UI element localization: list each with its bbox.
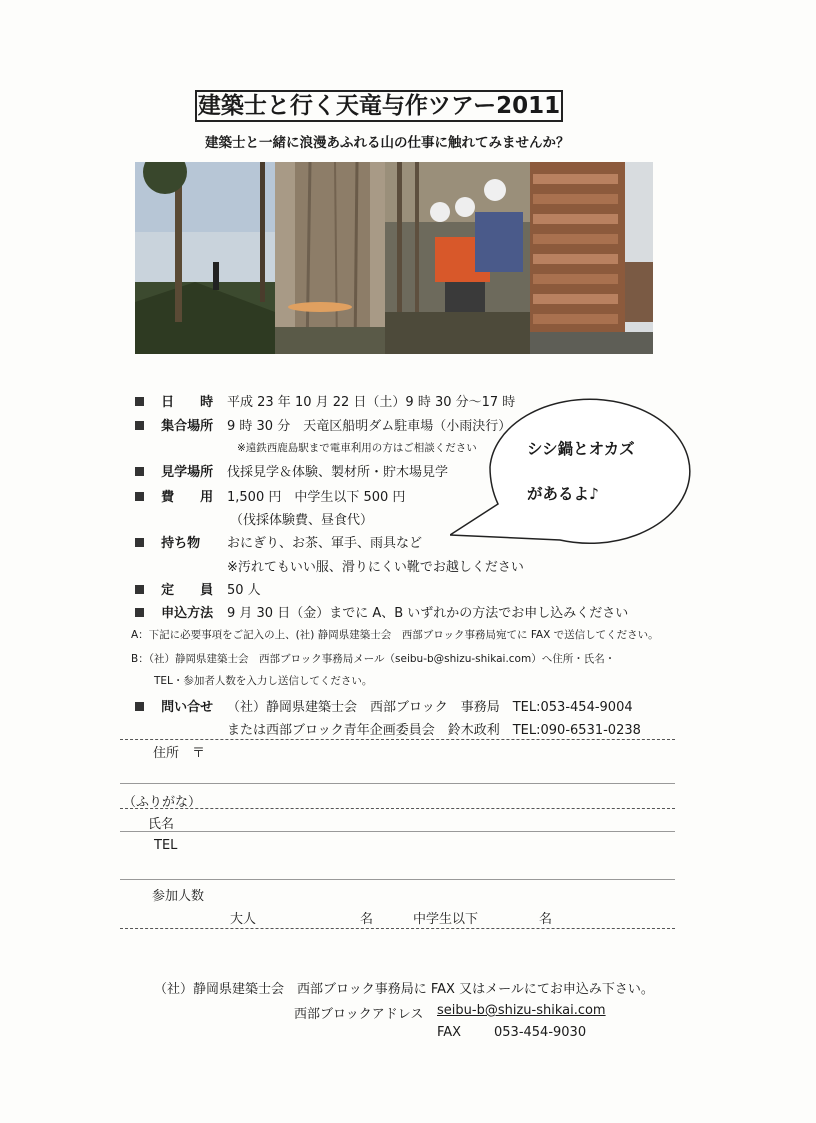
detail-date <box>135 391 516 410</box>
bubble-line-2: があるよ♪ <box>527 485 599 503</box>
detail-fee <box>135 486 406 505</box>
address-label: 住所 〒 <box>153 746 206 761</box>
detail-contact <box>135 696 633 715</box>
bullet-icon <box>135 608 144 617</box>
tel-label: TEL <box>154 838 178 853</box>
adults-label: 大人 <box>230 912 257 927</box>
detail-bring <box>135 532 423 551</box>
bring-note: ※汚れてもいい服、滑りにくい靴でお越しください <box>227 560 524 575</box>
apply-method-b-line2: TEL・参加者人数を入力し送信してください。 <box>154 675 373 687</box>
bring-value: おにぎり、お茶、軍手、雨具など <box>227 536 423 551</box>
bullet-icon <box>135 467 144 476</box>
footer-email[interactable]: seibu-b@shizu-shikai.com <box>437 1003 606 1018</box>
participants-line <box>120 928 675 929</box>
photo-panel-lumber-stacks <box>530 162 653 354</box>
photo-panel-workers <box>385 162 530 354</box>
form-divider <box>120 739 675 740</box>
speech-bubble <box>450 392 700 552</box>
page-title: 建築士と行く天竜与作ツアー2011 <box>195 90 563 122</box>
detail-capacity <box>135 579 261 598</box>
contact-line-1: （社）静岡県建築士会 西部ブロック 事務局 TEL:053-454-9004 <box>227 700 633 715</box>
furigana-line <box>120 808 675 809</box>
footer-fax-number: 053-454-9030 <box>494 1025 587 1040</box>
fee-value: 1,500 円 中学生以下 500 円 <box>227 490 406 505</box>
photo-panel-tree-trunk <box>275 162 385 354</box>
participants-label: 参加人数 <box>152 889 205 904</box>
forestry-photo-collage <box>135 162 653 354</box>
address-line <box>120 783 675 784</box>
furigana-label: （ふりがな） <box>123 795 202 810</box>
meet-value: 9 時 30 分 天竜区船明ダム駐車場（小雨決行） <box>227 419 512 434</box>
bring-label: 持ち物 <box>161 536 201 551</box>
name-label: 氏名 <box>148 817 175 832</box>
detail-meeting-place <box>135 415 512 434</box>
bullet-icon <box>135 702 144 711</box>
apply-method-b-line1: B：（社）静岡県建築士会 西部ブロック事務局メール（seibu-b@shizu-shikai.com）へ住所・氏名・ <box>131 653 616 665</box>
meet-label: 集合場所 <box>161 419 214 434</box>
adults-unit: 名 <box>360 912 374 927</box>
children-unit: 名 <box>539 912 553 927</box>
bullet-icon <box>135 585 144 594</box>
bullet-icon <box>135 492 144 501</box>
meet-note: ※遠鉄西鹿島駅まで電車利用の方はご相談ください <box>237 442 477 454</box>
page-subtitle: 建築士と一緒に浪漫あふれる山の仕事に触れてみませんか？ <box>205 135 570 151</box>
visit-label: 見学場所 <box>161 465 214 480</box>
fee-label: 費 用 <box>161 490 214 505</box>
detail-visit <box>135 461 449 480</box>
visit-value: 伐採見学＆体験、製材所・貯木場見学 <box>227 465 449 480</box>
apply-method-a: A：下記に必要事項をご記入の上、(社) 静岡県建築士会 西部ブロック事務局宛てに FAX で送信してください。 <box>131 629 659 641</box>
footer-fax-label: FAX <box>437 1025 462 1040</box>
capacity-label: 定 員 <box>161 583 214 598</box>
name-line <box>120 831 675 832</box>
contact-label: 問い合せ <box>161 700 214 715</box>
tel-line <box>120 879 675 880</box>
apply-label: 申込方法 <box>161 606 214 621</box>
bullet-icon <box>135 538 144 547</box>
contact-line-2: または西部ブロック青年企画委員会 鈴木政利 TEL:090-6531-0238 <box>227 723 641 738</box>
fee-note: （伐採体験費、昼食代） <box>230 513 374 528</box>
bubble-line-1: シシ鍋とオカズ <box>527 440 635 458</box>
detail-apply <box>135 602 629 621</box>
footer-address-label: 西部ブロックアドレス <box>294 1007 424 1022</box>
date-label: 日 時 <box>161 395 214 410</box>
apply-value: 9 月 30 日（金）までに A、B いずれかの方法でお申し込みください <box>227 606 629 621</box>
capacity-value: 50 人 <box>227 583 261 598</box>
footer-instruction: （社）静岡県建築士会 西部ブロック事務局に FAX 又はメールにてお申込み下さい。 <box>154 982 654 997</box>
date-value: 平成 23 年 10 月 22 日（土）9 時 30 分～17 時 <box>227 395 516 410</box>
photo-panel-sky-trees <box>135 162 275 354</box>
bullet-icon <box>135 397 144 406</box>
children-label: 中学生以下 <box>413 912 479 927</box>
bullet-icon <box>135 421 144 430</box>
